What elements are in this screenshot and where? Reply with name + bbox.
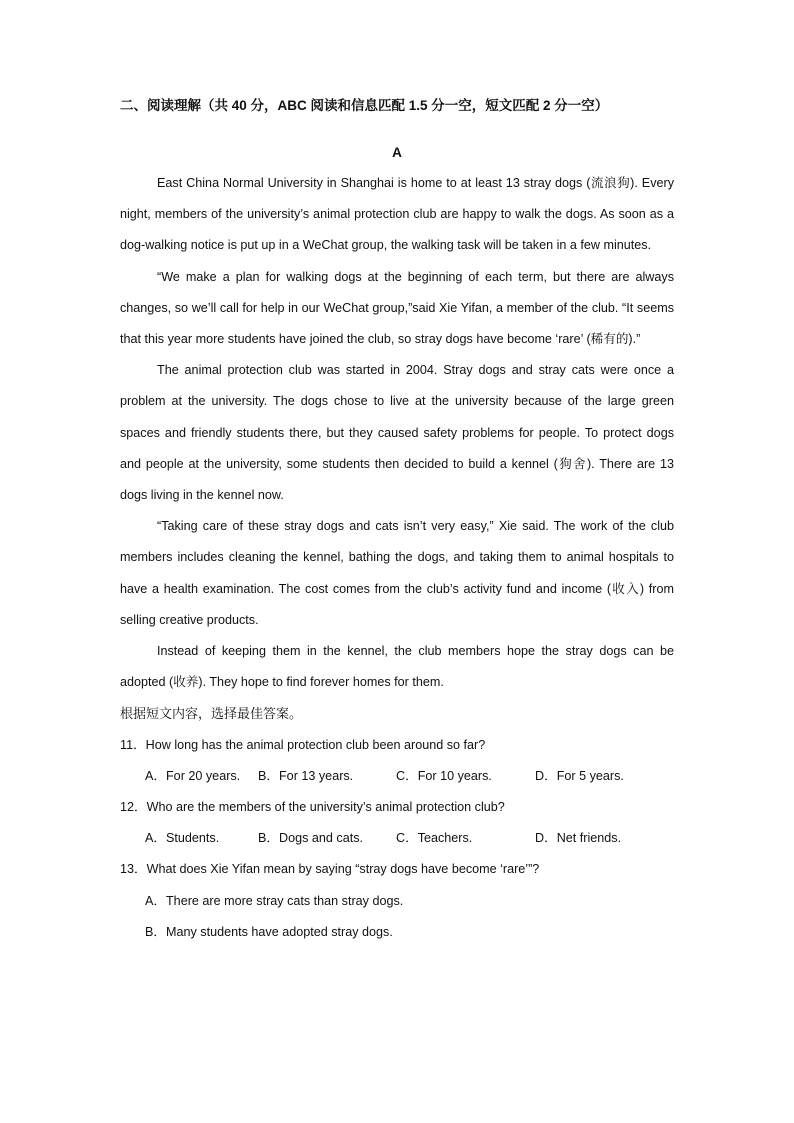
question-12 xyxy=(120,792,674,854)
instruction: 根据短文内容，选择最佳答案。 xyxy=(120,706,303,722)
passage-paragraph-4: “Taking care of these stray dogs and cats isn’t very easy,” Xie said. The work of the club members includes cleaning the kennel, bathing the dogs, and taking them to animal hospitals to have a health examination. The cost comes from the club’s activity fund and income (收入) from selling creative products. xyxy=(120,519,674,627)
passage-paragraph-5: Instead of keeping them in the kennel, the club members hope the stray dogs can be adopted (收养). They hope to find forever homes for them. xyxy=(120,644,674,690)
question-stem: 13．What does Xie Yifan mean by saying “stray dogs have become ‘rare’”? xyxy=(120,862,540,877)
passage-paragraph-3: The animal protection club was started in 2004. Stray dogs and stray cats were once a problem at the university. The dogs chose to live at the university because of the large green spaces and friendly students there, but they caused safety problems for people. To protect dogs and people at the university, some students then decided to build a kennel (狗舍). There are 13 dogs living in the kennel now. xyxy=(120,363,674,503)
option-a: A．For 20 years. xyxy=(145,768,241,783)
option-d: D．Net friends. xyxy=(535,831,622,846)
passage-body xyxy=(120,168,674,698)
option-a: A．Students. xyxy=(145,831,220,846)
question-13 xyxy=(120,854,674,948)
exam-page xyxy=(120,92,674,948)
option-b: B．Many students have adopted stray dogs. xyxy=(145,924,393,939)
option-c: C．For 10 years. xyxy=(396,768,492,783)
option-a: A．There are more stray cats than stray dogs. xyxy=(145,893,404,908)
passage-paragraph-2: “We make a plan for walking dogs at the beginning of each term, but there are always changes, so we’ll call for help in our WeChat group,”said Xie Yifan, a member of the club. “It seems that this year more students have joined the club, so stray dogs have become ‘rare’ (稀有的).” xyxy=(120,269,674,347)
passage-title: A xyxy=(392,145,402,160)
option-b: B．Dogs and cats. xyxy=(258,831,363,846)
option-b: B．For 13 years. xyxy=(258,768,354,783)
section-heading: 二、阅读理解（共 40 分，ABC 阅读和信息匹配 1.5 分一空，短文匹配 2 分一空） xyxy=(120,98,609,113)
option-list xyxy=(120,761,674,792)
question-11 xyxy=(120,730,674,792)
question-stem: 11．How long has the animal protection club been around so far? xyxy=(120,737,486,752)
option-list xyxy=(120,823,674,854)
option-d: D．For 5 years. xyxy=(535,768,624,783)
question-stem: 12．Who are the members of the university’s animal protection club? xyxy=(120,800,505,815)
option-c: C．Teachers. xyxy=(396,831,473,846)
passage-paragraph-1: East China Normal University in Shanghai is home to at least 13 stray dogs (流浪狗). Every night, members of the university’s animal protection club are happy to walk the dogs. As soon as a dog-walking notice is put up in a WeChat group, the walking task will be taken in a few minutes. xyxy=(120,176,674,253)
